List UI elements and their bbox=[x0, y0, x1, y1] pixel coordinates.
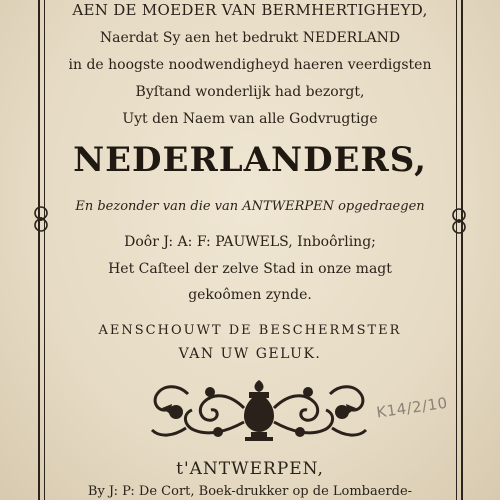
imprint-printer: By J: P: De Cort, Boek-drukker op de Lombaerde- bbox=[87, 484, 413, 499]
main-title: NEDERLANDERS, bbox=[73, 140, 427, 180]
imprint-place: t'ANTWERPEN, bbox=[176, 459, 324, 479]
text-line: Uyt den Naem van alle Godvrugtige bbox=[122, 111, 378, 127]
border-knot-icon bbox=[452, 208, 466, 234]
text-line: Het Caſteel der zelve Stad in onze magt bbox=[108, 261, 392, 277]
dedication-heading: AEN DE MOEDER VAN BERMHERTIGHEYD, bbox=[72, 1, 428, 19]
text-line: gekoômen zynde. bbox=[188, 287, 312, 303]
text-line: Byſtand wonderlijk had bezorgt, bbox=[135, 84, 365, 100]
floral-urn-ornament-icon bbox=[148, 378, 370, 442]
border-knot-icon bbox=[34, 206, 48, 232]
subtitle-line: En bezonder van die van ANTWERPEN opgedraegen bbox=[75, 199, 425, 214]
motto-line: VAN UW GELUK. bbox=[178, 346, 322, 362]
text-line: in de hoogste noodwendigheyd haeren veerdigsten bbox=[68, 57, 432, 73]
motto-line: AENSCHOUWT DE BESCHERMSTER bbox=[98, 323, 402, 338]
pencil-shelfmark: K14/2/10 bbox=[375, 393, 449, 422]
border-right-inner bbox=[456, 0, 457, 500]
border-left-inner bbox=[44, 0, 45, 500]
border-right-outer bbox=[461, 0, 463, 500]
author-line: Doôr J: A: F: PAUWELS, Inboôrling; bbox=[124, 234, 376, 250]
text-line: Naerdat Sy aen het bedrukt NEDERLAND bbox=[99, 30, 401, 46]
border-left-outer bbox=[38, 0, 40, 500]
